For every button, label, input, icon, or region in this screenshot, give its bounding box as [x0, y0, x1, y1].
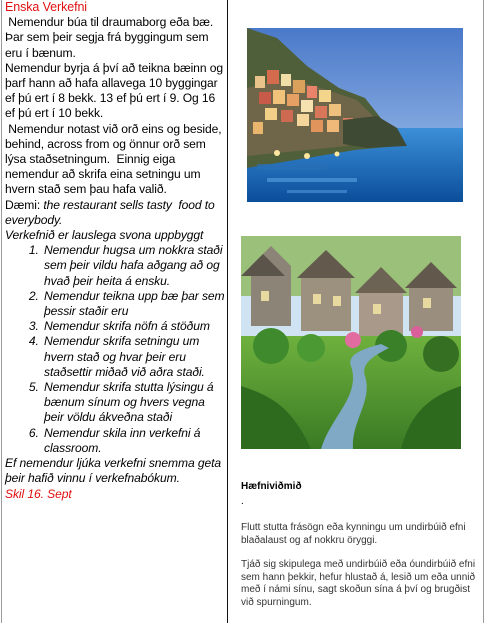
drawing-paragraph: Nemendur byrja á því að teikna bæinn og þarf hann að hafa allavega 10 byggingar ef þú ert í 8 bekk. 13 ef þú ert í 9. Og 16 ef þú ert í 10 bekk. — [5, 60, 223, 121]
closing-note: Ef nemendur ljúka verkefni snemma geta þeir hafið vinnu í verkefnabókum. — [5, 456, 222, 486]
stone-cottage-village-image — [241, 236, 461, 449]
criteria-paragraph-2: Tjáð sig skipulega með undirbúið eða óundirbúið efni sem hann þekkir, hefur hlustað á, lesið um eða unnið með í námi sínu, sagt skoðun sína á því og brugðist við spurningum. — [241, 559, 476, 608]
list-item: 2. Nemendur teikna upp bæ þar sem þessir staðir eru — [42, 289, 225, 319]
assignment-title: Enska Verkefni — [5, 0, 87, 14]
criteria-heading: Hæfniviðmið — [241, 481, 302, 492]
steps-list — [5, 243, 225, 456]
list-item: 4. Nemendur skrifa setningu um hvern stað og hvar þeir eru staðsettir miðað við aðra staði. — [42, 334, 225, 380]
structure-intro: Verkefnið er lauslega svona uppbyggt — [5, 228, 204, 243]
criteria-dot: . — [241, 496, 244, 507]
example-line — [5, 198, 225, 228]
criteria-paragraph-1: Flutt stutta frásögn eða kynningu um undirbúið efni blaðalaust og af nokkru öryggi. — [241, 522, 466, 546]
right-border — [483, 0, 484, 623]
intro-paragraph: Nemendur búa til draumaborg eða bæ. Þar sem þeir segja frá byggingum sem eru í bænum. — [5, 15, 217, 60]
list-item: 3. Nemendur skrifa nöfn á stöðum — [42, 319, 225, 334]
list-item: 6. Nemendur skila inn verkefni á classroom. — [42, 426, 225, 456]
left-border — [1, 0, 2, 623]
coastal-village-image — [247, 28, 463, 202]
example-text: the restaurant sells tasty food to everybody. — [5, 197, 218, 227]
example-label: Dæmi: — [5, 197, 44, 212]
assignment-column — [5, 0, 225, 502]
deadline-text: Skil 16. Sept — [5, 486, 72, 501]
list-item: 5. Nemendur skrifa stutta lýsingu á bænum sínum og hvers vegna þeir völdu ákveðna staði — [42, 380, 225, 426]
column-divider — [227, 0, 228, 623]
prepositions-paragraph: Nemendur notast við orð eins og beside, behind, across from og önnur orð sem lýsa staðsetningum. Einnig eiga nemendur að skrifa eina setningu um hvern stað sem þau hafa valið. — [5, 121, 225, 197]
list-item: 1. Nemendur hugsa um nokkra staði sem þeir vildu hafa aðgang að og hvað þeir heita á ensku. — [42, 243, 225, 289]
